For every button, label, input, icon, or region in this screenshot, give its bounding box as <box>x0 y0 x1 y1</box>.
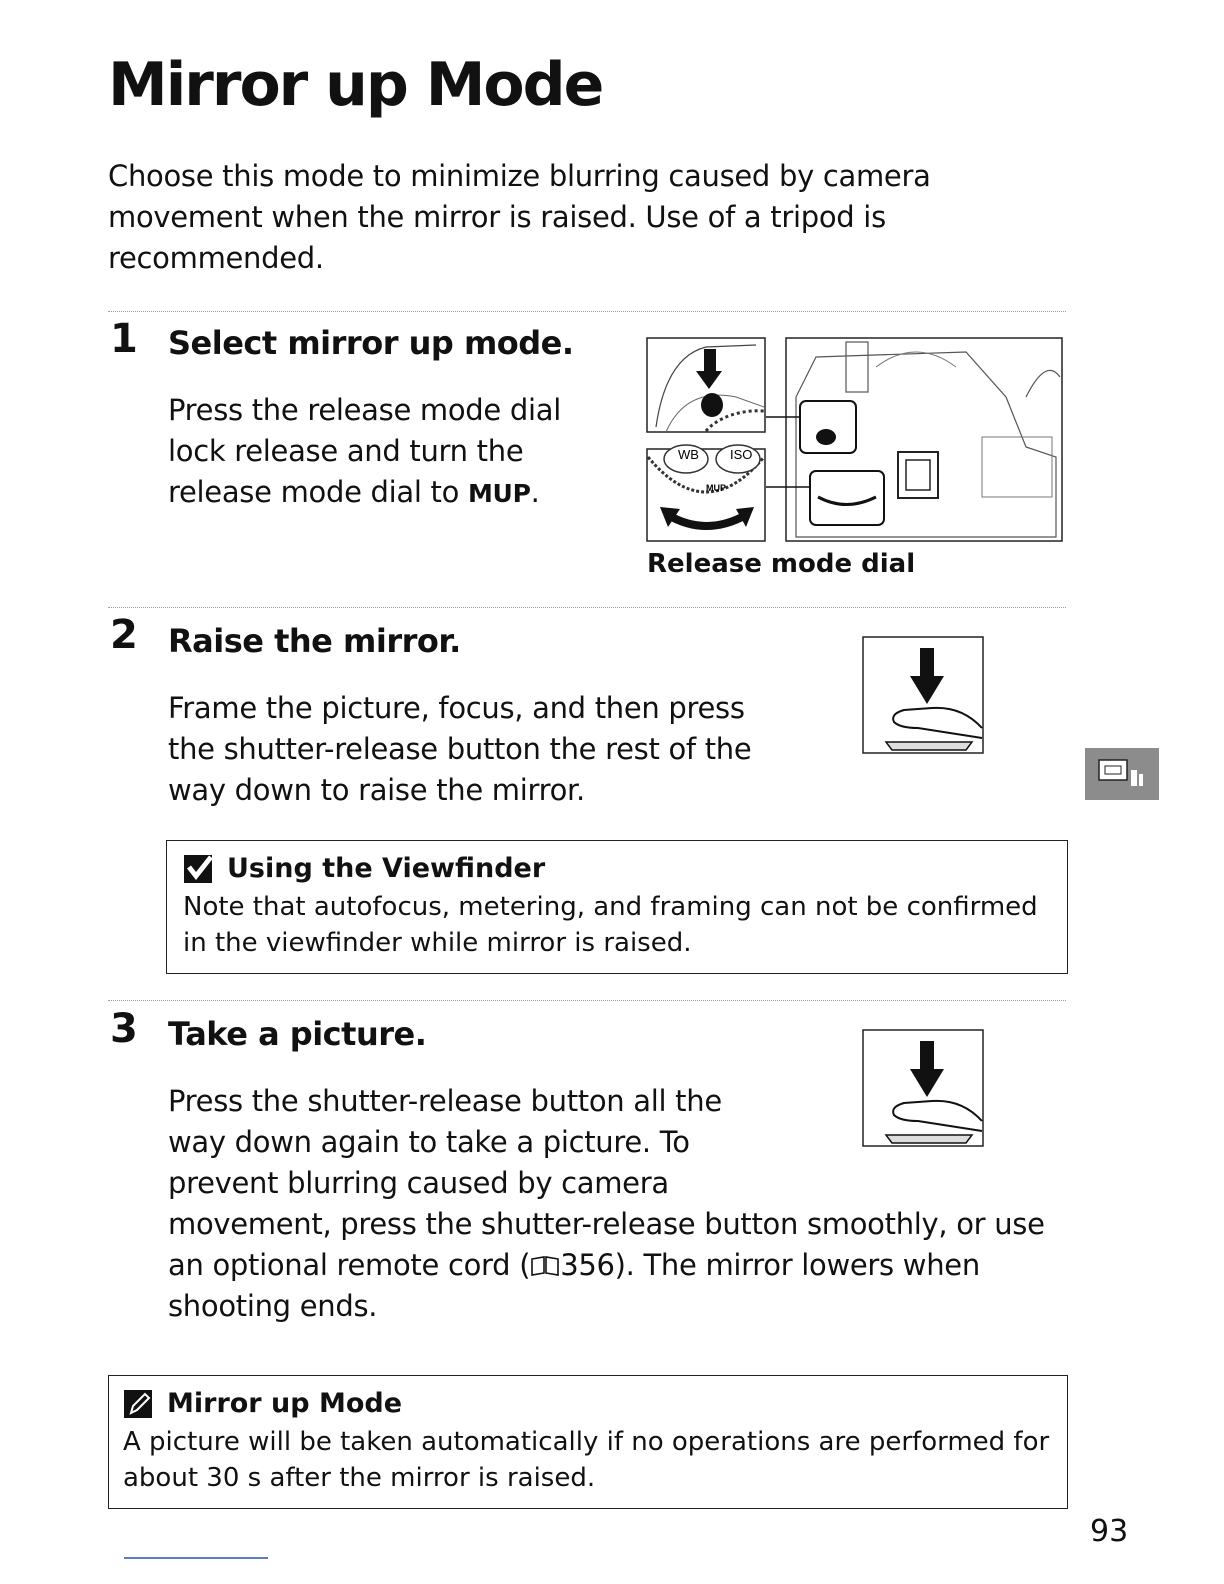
divider <box>108 607 1066 608</box>
figure-caption: Release mode dial <box>647 549 916 579</box>
note-line: Note that autofocus, metering, and framing can not be confirmed <box>183 892 1038 922</box>
dial-mup-label: MUP <box>706 483 726 493</box>
note-line: A picture will be taken automatically if no operations are performed for <box>123 1427 1050 1457</box>
intro-paragraph: Choose this mode to minimize blurring caused by camera movement when the mirror is raised. Use of a tripod is recommended. <box>108 159 931 275</box>
page-title: Mirror up Mode <box>108 50 603 120</box>
step-3-number: 3 <box>110 1006 138 1052</box>
step-1-number: 1 <box>110 316 138 362</box>
dial-turn-panel <box>647 445 765 541</box>
step-3-body: Press the shutter-release button all the way down again to take a picture. To prevent blurring caused by camera movement, press the shutter-release button smoothly, or use an optional remote cord ( 356). The mirror lowers when shooting ends. <box>168 1084 1045 1323</box>
note-line: in the viewfinder while mirror is raised. <box>183 928 692 958</box>
divider <box>108 311 1066 312</box>
book-reference-icon <box>530 1255 560 1277</box>
caution-check-icon <box>183 853 215 885</box>
pencil-note-icon <box>123 1388 155 1420</box>
mup-mode-label: MUP <box>467 479 531 508</box>
step-2-title: Raise the mirror. <box>168 622 461 660</box>
step-3-title: Take a picture. <box>168 1015 427 1053</box>
shutter-press-icon <box>862 636 984 754</box>
divider <box>108 1000 1066 1001</box>
note-title: Using the Viewfinder <box>227 853 546 884</box>
note-mirror-up-mode <box>108 1375 1068 1509</box>
page-number: 93 <box>1090 1514 1129 1549</box>
note-title: Mirror up Mode <box>167 1388 403 1419</box>
step-2-body: Frame the picture, focus, and then press the shutter-release button the rest of the way down to raise the mirror. <box>168 691 752 807</box>
dial-lock-panel <box>647 338 765 432</box>
wb-label: WB <box>678 447 699 462</box>
footer-rule <box>124 1557 268 1559</box>
camera-top-panel <box>766 338 1062 541</box>
chapter-tab-icon <box>1085 748 1159 800</box>
release-mode-dial-figure <box>646 337 1064 543</box>
step-1-title: Select mirror up mode. <box>168 324 574 362</box>
step-1-body: Press the release mode dial lock release and turn the release mode dial to MUP. <box>168 393 561 509</box>
note-line: about 30 s after the mirror is raised. <box>123 1463 596 1493</box>
note-using-viewfinder <box>166 840 1068 974</box>
iso-label: ISO <box>730 447 753 462</box>
step-2-number: 2 <box>110 612 138 658</box>
shutter-press-icon <box>862 1029 984 1147</box>
